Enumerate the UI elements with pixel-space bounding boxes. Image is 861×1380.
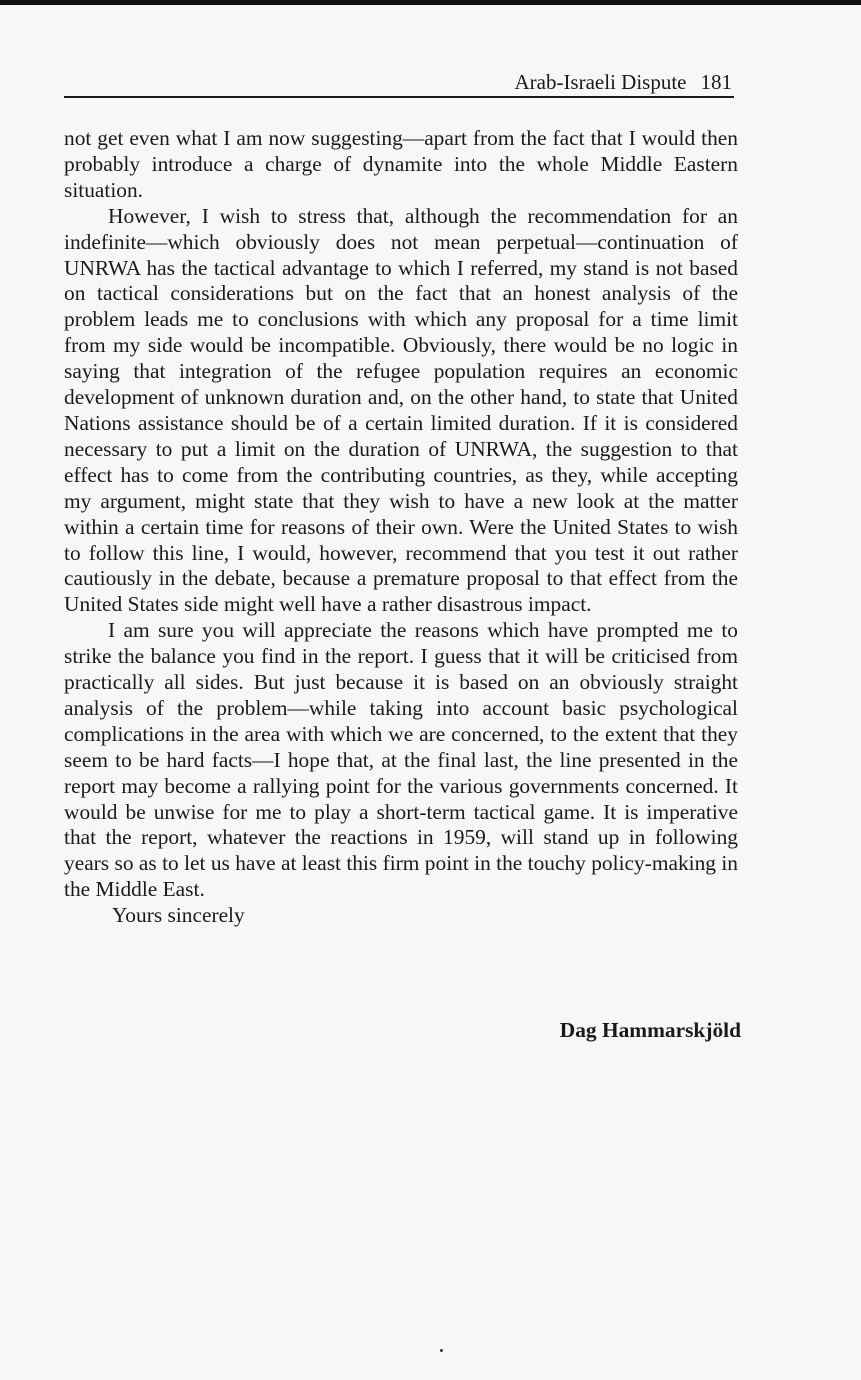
scan-speck [440, 1349, 443, 1352]
paragraph-continued: not get even what I am now suggesting—apart from the fact that I would then probably introduce a charge of dynamite into the whole Middle Eastern situation. [64, 126, 738, 202]
running-header [64, 68, 734, 98]
header-text [514, 70, 732, 94]
paragraph: I am sure you will appreciate the reasons which have prompted me to strike the balance you find in the report. I guess that it will be criticised from practically all sides. But just because it is based on an obviously straight analysis of the problem—while taking into account basic psychological complications in the area with which we are concerned, to the extent that they seem to be hard facts—I hope that, at the final last, the line presented in the report may become a rallying point for the various governments concerned. It would be unwise for me to play a short-term tactical game. It is imperative that the report, whatever the reactions in 1959, will stand up in following years so as to let us have at least this firm point in the touchy policy-making in the Middle East. [64, 618, 738, 902]
page-number: 181 [700, 70, 732, 94]
signature: Dag Hammarskjöld [559, 1018, 741, 1042]
scan-edge [0, 0, 861, 5]
running-title: Arab-Israeli Dispute [514, 70, 687, 94]
closing: Yours sincerely [112, 903, 245, 928]
letter-body [64, 126, 738, 929]
paragraph: However, I wish to stress that, although the recommendation for an indefinite—which obviously does not mean perpetual—continuation of UNRWA has the tactical advantage to which I referred, my stand is not based on tactical considerations but on the fact that an honest analysis of the problem leads me to conclusions with which any proposal for a time limit from my side would be incompatible. Obviously, there would be no logic in saying that integration of the refugee population requires an economic development of unknown duration and, on the other hand, to state that United Nations assistance should be of a certain limited duration. If it is considered necessary to put a limit on the duration of UNRWA, the suggestion to that effect has to come from the contributing countries, as they, while accepting my argument, might state that they wish to have a new look at the matter within a certain time for reasons of their own. Were the United States to wish to follow this line, I would, however, recommend that you test it out rather cautiously in the debate, because a premature proposal to that effect from the United States side might well have a rather disastrous impact. [64, 203, 738, 617]
